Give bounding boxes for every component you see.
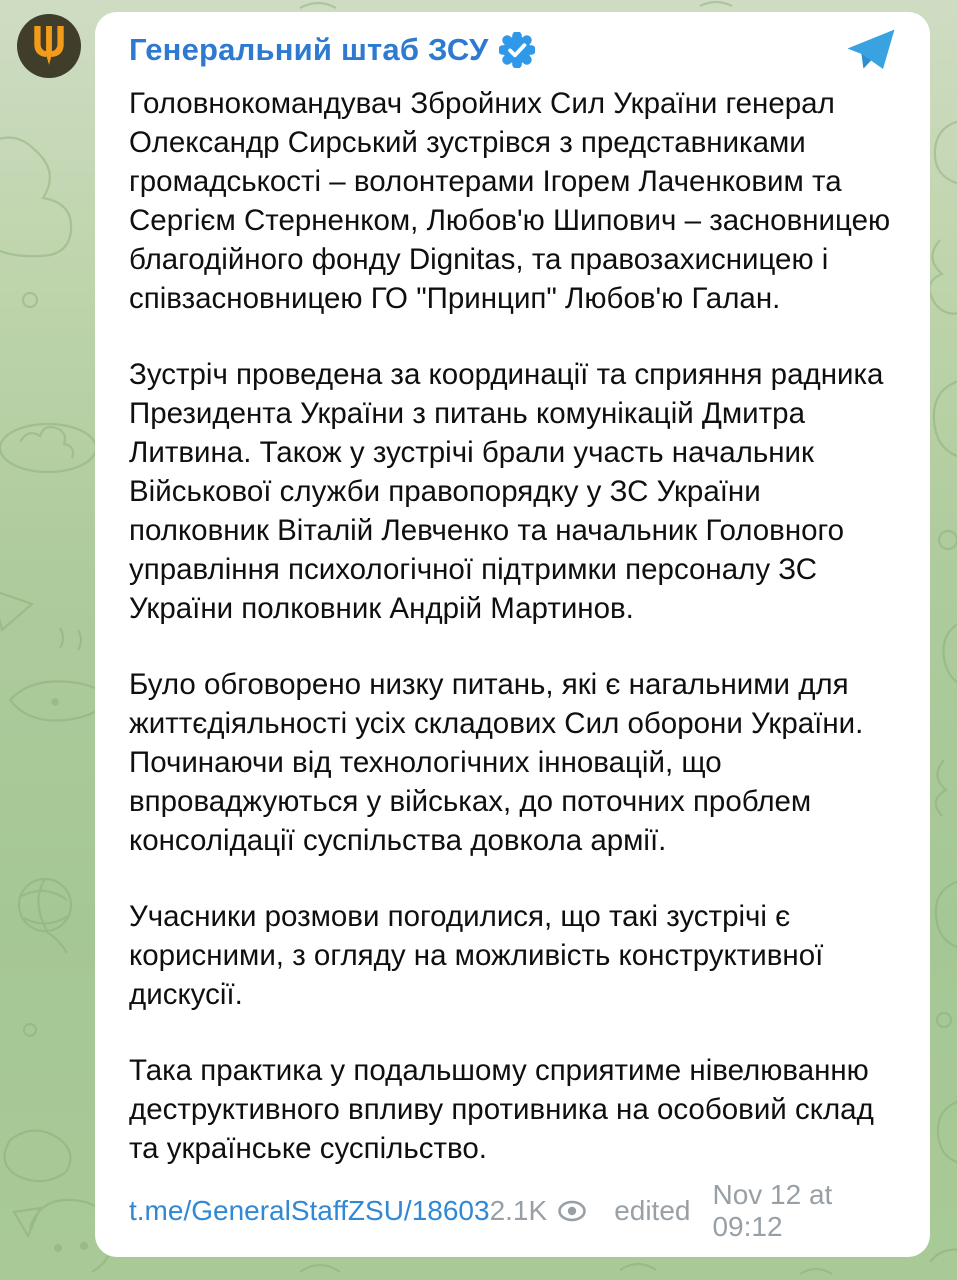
- channel-name[interactable]: Генеральний штаб ЗСУ: [129, 31, 489, 67]
- views-group: [490, 1195, 589, 1227]
- post-footer: [129, 1179, 900, 1243]
- post-paragraph: Було обговорено низку питань, які є нагальними для життєдіяльності усіх складових Сил оборони України. Починаючи від технологічних інновацій, що впроваджуються у військах, до поточних проблем консолідації суспільства довкола армії.: [129, 668, 864, 857]
- post-paragraph: Головнокомандувач Збройних Сил України генерал Олександр Сирський зустрівся з представниками громадськості – волонтерами Ігорем Лаченковим та Сергієм Стерненком, Любов'ю Шипович – засновницею благодійного фонду Dignitas, та правозахисницею і співзасновницею ГО "Принцип" Любов'ю Галан.: [129, 87, 891, 315]
- post-paragraph: Учасники розмови погодилися, що такі зустрічі є корисними, з огляду на можливість конструктивної дискусії.: [129, 900, 824, 1011]
- timestamp: Nov 12 at 09:12: [712, 1179, 833, 1242]
- post-link[interactable]: t.me/GeneralStaffZSU/18603: [129, 1195, 490, 1226]
- post-paragraph: Зустріч проведена за координації та сприяння радника Президента України з питань комунікацій Дмитра Литвина. Також у зустрічі брали участь начальник Військової служби правопорядку у ЗС України полковник Віталій Левченко та начальник Головного управління психологічної підтримки персоналу ЗС України полковник Андрій Мартинов.: [129, 358, 884, 625]
- post-header: [129, 28, 900, 72]
- message-bubble: [95, 12, 930, 1257]
- view-count: 2.1K: [489, 1195, 548, 1226]
- channel-avatar[interactable]: [17, 14, 81, 78]
- trident-icon: [31, 25, 67, 67]
- post-paragraph: Така практика у подальшому сприятиме нівелюванню деструктивного впливу противника на особовий склад та українське суспільство.: [129, 1054, 874, 1165]
- verified-badge-icon: [499, 32, 535, 68]
- paper-plane-icon[interactable]: [846, 28, 896, 72]
- eye-icon: [556, 1200, 588, 1222]
- edited-label: edited: [614, 1195, 691, 1226]
- post-text: [129, 84, 900, 1168]
